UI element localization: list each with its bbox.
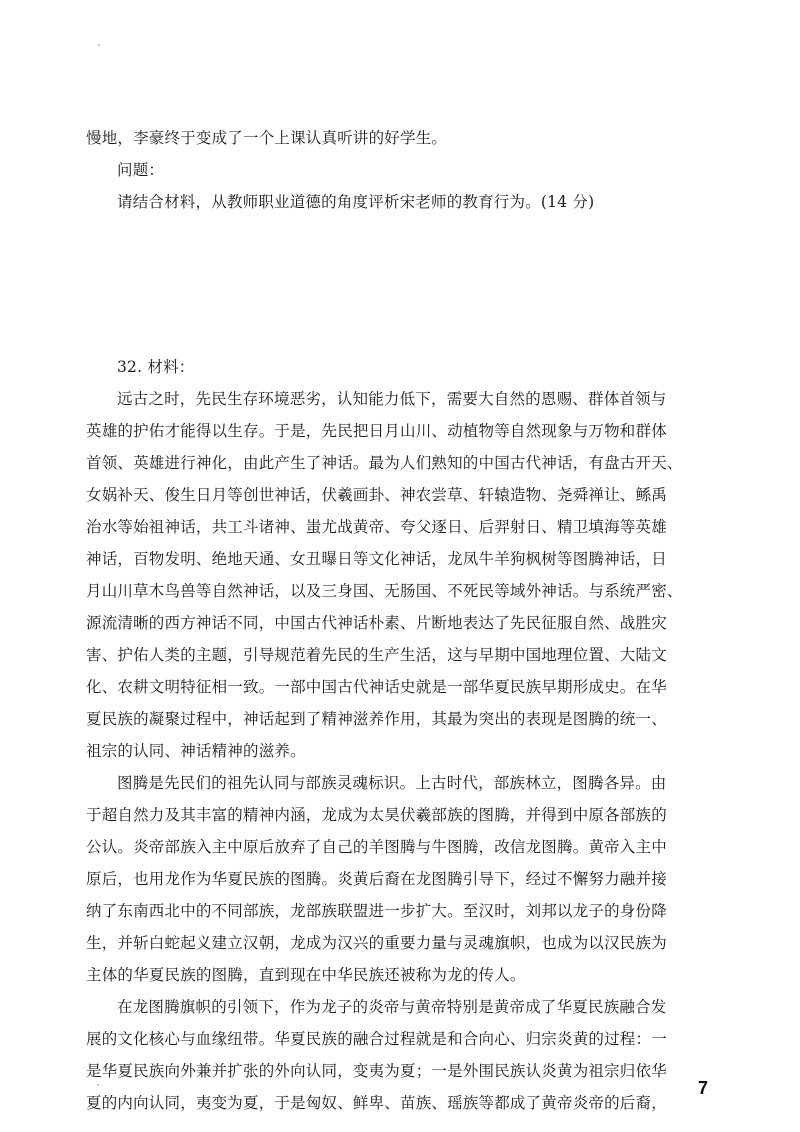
text-line: 图腾是先民们的祖先认同与部族灵魂标识。上古时代，部族林立，图腾各异。由 [117, 774, 667, 792]
text-line: 于超自然力及其丰富的精神内涵，龙成为太昊伏羲部族的图腾，并得到中原各部族的 [86, 806, 667, 824]
text-line: 女娲补天、俊生日月等创世神话，伏羲画卦、神农尝草、轩辕造物、尧舜禅让、鲧禹 [86, 486, 667, 504]
text-line: 害、护佑人类的主题，引导规范着先民的生产生活，这与早期中国地理位置、大陆文 [86, 646, 667, 664]
text-line: 原后，也用龙作为华夏民族的图腾。炎黄后裔在龙图腾引导下，经过不懈努力融并接 [86, 870, 667, 888]
text-line: 生，并斩白蛇起义建立汉朝，龙成为汉兴的重要力量与灵魂旗帜，也成为以汉民族为 [86, 934, 667, 952]
text-line: 纳了东南西北中的不同部族，龙部族联盟进一步扩大。至汉时，刘邦以龙子的身份降 [86, 902, 667, 920]
question-label: 问题： [117, 161, 165, 179]
paragraph-2 [86, 767, 710, 991]
text-line: 展的文化核心与血缘纽带。华夏民族的融合过程就是和合向心、归宗炎黄的过程：一 [86, 1030, 667, 1048]
text-line: 主体的华夏民族的图腾，直到现在中华民族还被称为龙的传人。 [86, 966, 526, 984]
text-line: 英雄的护佑才能得以生存。于是，先民把日月山川、动植物等自然现象与万物和群体 [86, 422, 667, 440]
question-prompt: 请结合材料，从教师职业道德的角度评析宋老师的教育行为。(14 分) [117, 193, 595, 211]
page-number: 7 [697, 1078, 708, 1098]
text-line: 夏的内向认同，夷变为夏，于是匈奴、鲜卑、苗族、瑶族等都成了黄帝炎帝的后裔， [86, 1094, 667, 1112]
text-line: 公认。炎帝部族入主中原后放弃了自己的羊图腾与牛图腾，改信龙图腾。黄帝入主中 [86, 838, 667, 856]
text-line: 化、农耕文明特征相一致。一部中国古代神话史就是一部华夏民族早期形成史。在华 [86, 678, 667, 696]
text-line: 在龙图腾旗帜的引领下，作为龙子的炎帝与黄帝特别是黄帝成了华夏民族融合发 [117, 998, 667, 1016]
question-31-tail [86, 122, 710, 218]
question-heading: 32. 材料： [117, 358, 195, 376]
text-line: 夏民族的凝聚过程中，神话起到了精神滋养作用，其最为突出的表现是图腾的统一、 [86, 710, 667, 728]
material-tail-line: 慢地，李豪终于变成了一个上课认真听讲的好学生。 [86, 129, 448, 147]
text-line: 是华夏民族向外兼并扩张的外向认同，变夷为夏；一是外围民族认炎黄为祖宗归依华 [86, 1062, 667, 1080]
text-line: 祖宗的认同、神话精神的滋养。 [86, 742, 306, 760]
question-32 [86, 351, 710, 1119]
paragraph-1 [86, 383, 710, 767]
text-line: 远古之时，先民生存环境恶劣，认知能力低下，需要大自然的恩赐、群体首领与 [117, 390, 667, 408]
text-line: 神话，百物发明、绝地天通、女丑曝日等文化神话，龙凤牛羊狗枫树等图腾神话，日 [86, 550, 667, 568]
text-line: 治水等始祖神话，共工斗诸神、蚩尤战黄帝、夸父逐日、后羿射日、精卫填海等英雄 [86, 518, 667, 536]
paragraph-3 [86, 991, 710, 1119]
text-line: 首领、英雄进行神化，由此产生了神话。最为人们熟知的中国古代神话，有盘古开天、 [86, 454, 683, 472]
scan-speck [98, 44, 100, 46]
text-line: 月山川草木鸟兽等自然神话，以及三身国、无肠国、不死民等域外神话。与系统严密、 [86, 582, 683, 600]
text-line: 源流清晰的西方神话不同，中国古代神话朴素、片断地表达了先民征服自然、战胜灾 [86, 614, 667, 632]
